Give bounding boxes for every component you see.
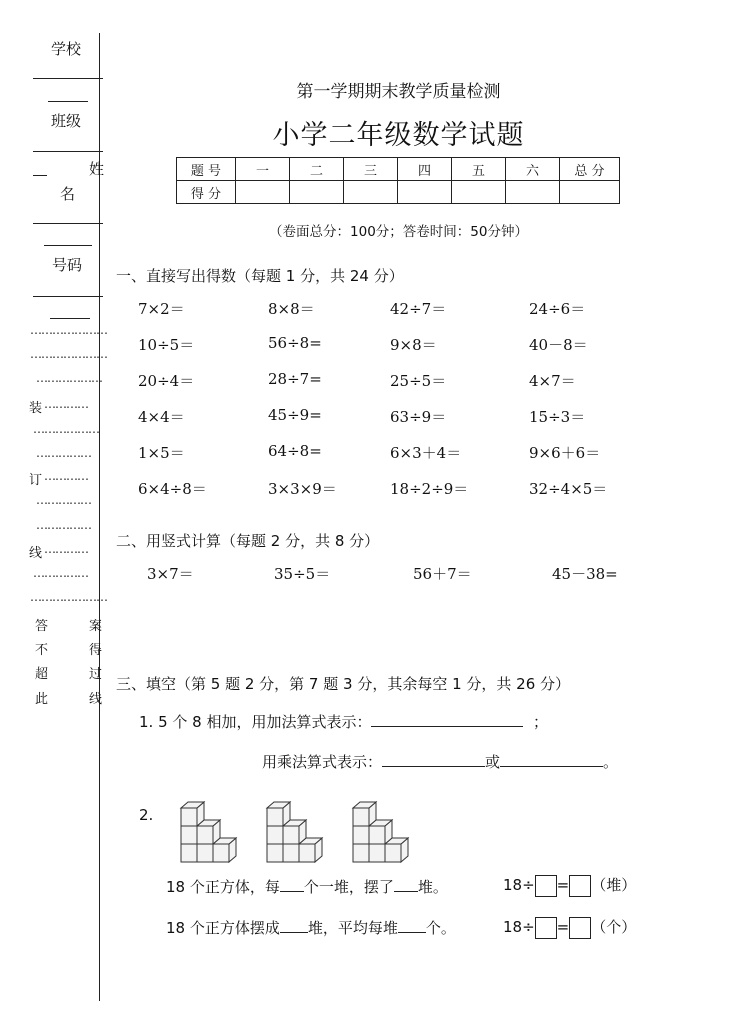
- q2-line2-text-a: 18 个正方体摆成: [166, 919, 280, 937]
- warn-right-0: 案: [89, 619, 103, 634]
- score-cell: 三: [344, 158, 398, 181]
- vertical-problem: 45－38=: [552, 565, 618, 583]
- problem: 6×4÷8＝: [138, 480, 207, 498]
- dotted-line: ……………: [36, 493, 91, 507]
- score-cell: 二: [290, 158, 344, 181]
- vertical-problem: 3×7＝: [147, 565, 194, 583]
- q1-dot: 。: [603, 753, 619, 771]
- q1-addition-blank[interactable]: [371, 712, 523, 727]
- name-label-a: 姓: [89, 160, 105, 178]
- dotted-line: ……………: [36, 518, 91, 532]
- q2-line-2: [166, 917, 456, 938]
- dotted-line: …………: [44, 397, 88, 411]
- score-input-cell[interactable]: [452, 181, 506, 204]
- score-input-cell[interactable]: [560, 181, 620, 204]
- section3-heading: 三、填空（第 5 题 2 分，第 7 题 3 分，其余每空 1 分，共 26 分）: [116, 675, 571, 693]
- q1-text: 1. 5 个 8 相加，用加法算式表示：: [139, 713, 372, 731]
- number-underline: [33, 296, 103, 297]
- score-input-cell[interactable]: [344, 181, 398, 204]
- warn-left-1: 不: [35, 643, 49, 658]
- eq2-box-result[interactable]: [569, 917, 591, 939]
- eq2-equals: =: [556, 918, 570, 936]
- fill-question-1: [139, 711, 548, 732]
- eq2-prefix: 18÷: [503, 918, 535, 936]
- problem: 1×5＝: [138, 444, 185, 462]
- q1-mult-blank-2[interactable]: [500, 752, 603, 767]
- vertical-problem: 35÷5＝: [274, 565, 331, 583]
- q2-number: 2.: [139, 806, 154, 824]
- problem: 9×6＋6＝: [529, 444, 601, 462]
- q2-line2-text-b: 堆，平均每堆: [307, 919, 398, 937]
- q2-blank-pile-count[interactable]: [280, 918, 308, 933]
- problem: 3×3×9＝: [268, 480, 337, 498]
- problem: 45÷9=: [268, 406, 322, 424]
- warn-right-1: 得: [89, 643, 103, 658]
- dotted-line: …………: [44, 542, 88, 556]
- score-row-label: 得 分: [177, 181, 236, 204]
- q2-blank-each[interactable]: [398, 918, 426, 933]
- dotted-line: ………………: [33, 422, 99, 436]
- exam-title: 小学二年级数学试题: [272, 120, 525, 151]
- score-table: [176, 157, 620, 204]
- problem: 9×8＝: [390, 336, 437, 354]
- cube-stack-image: [350, 792, 416, 868]
- problem: 63÷9＝: [390, 408, 447, 426]
- problem: 64÷8=: [268, 442, 322, 460]
- score-cell: 六: [506, 158, 560, 181]
- q1-end: ；: [533, 713, 549, 731]
- q2-line1-text-b: 个一堆，摆了: [303, 878, 394, 896]
- name-underline-short: [33, 175, 47, 176]
- q1-mult-text: 用乘法算式表示：: [262, 753, 383, 771]
- q2-line1-text-c: 堆。: [417, 878, 448, 896]
- eq1-prefix: 18÷: [503, 876, 535, 894]
- score-table-score-row: [177, 181, 620, 204]
- cube-stack-image: [178, 792, 244, 868]
- exam-subtitle: 第一学期期末教学质量检测: [296, 82, 501, 102]
- problem: 56÷8=: [268, 334, 322, 352]
- problem: 8×8＝: [268, 300, 315, 318]
- problem: 32÷4×5＝: [529, 480, 608, 498]
- number-underline-2: [50, 318, 90, 319]
- score-cell: 题 号: [177, 158, 236, 181]
- name-label-b: 名: [60, 185, 76, 203]
- score-cell: 总 分: [560, 158, 620, 181]
- q2-blank-per-pile[interactable]: [280, 877, 304, 892]
- dotted-line: …………: [44, 469, 88, 483]
- warn-right-3: 线: [89, 692, 103, 707]
- binding-mark-ding: 订: [29, 473, 43, 488]
- problem: 7×2＝: [138, 300, 185, 318]
- school-label: 学校: [51, 40, 82, 58]
- score-input-cell[interactable]: [290, 181, 344, 204]
- dotted-line: ……………: [33, 566, 88, 580]
- problem: 6×3＋4＝: [390, 444, 462, 462]
- problem: 18÷2÷9＝: [390, 480, 469, 498]
- score-cell: 四: [398, 158, 452, 181]
- score-input-cell[interactable]: [506, 181, 560, 204]
- eq2-box-divisor[interactable]: [535, 917, 557, 939]
- eq1-unit: （堆）: [591, 876, 637, 894]
- eq2-unit: （个）: [591, 918, 637, 936]
- warn-left-0: 答: [35, 619, 49, 634]
- q2-line-1: [166, 876, 448, 897]
- problem: 28÷7=: [268, 370, 322, 388]
- q2-blank-piles[interactable]: [394, 877, 418, 892]
- binding-mark-xian: 线: [29, 546, 43, 561]
- problem: 40－8＝: [529, 336, 588, 354]
- problem: 10÷5＝: [138, 336, 195, 354]
- vertical-problem: 56＋7＝: [413, 565, 472, 583]
- eq1-equals: =: [556, 876, 570, 894]
- number-underline-short: [44, 245, 92, 246]
- warn-right-2: 过: [89, 667, 103, 682]
- dotted-line: …………………: [30, 347, 107, 361]
- dotted-line: ……………: [36, 446, 91, 460]
- dotted-line: ………………: [36, 371, 102, 385]
- problem: 4×7＝: [529, 372, 576, 390]
- q2-line1-text-a: 18 个正方体，每: [166, 878, 280, 896]
- q2-equation-1: [503, 874, 636, 897]
- cube-stack-image: [264, 792, 330, 868]
- dotted-line: …………………: [30, 590, 107, 604]
- problem: 24÷6＝: [529, 300, 586, 318]
- problem: 4×4＝: [138, 408, 185, 426]
- class-label: 班级: [51, 112, 82, 130]
- section1-heading: 一、直接写出得数（每题 1 分，共 24 分）: [116, 267, 404, 285]
- q2-equation-2: [503, 916, 636, 939]
- problem: 42÷7＝: [390, 300, 447, 318]
- problem: 15÷3＝: [529, 408, 586, 426]
- q1-mult-blank-1[interactable]: [382, 752, 485, 767]
- score-cell: 一: [236, 158, 290, 181]
- score-input-cell[interactable]: [398, 181, 452, 204]
- score-input-cell[interactable]: [236, 181, 290, 204]
- q1-or: 或: [485, 753, 501, 771]
- problem: 25÷5＝: [390, 372, 447, 390]
- fill-question-1-mult: [262, 751, 618, 772]
- warn-left-2: 超: [35, 667, 49, 682]
- warn-left-3: 此: [35, 692, 49, 707]
- eq1-box-result[interactable]: [569, 875, 591, 897]
- number-label: 号码: [52, 256, 83, 274]
- dotted-line: …………………: [30, 323, 107, 337]
- exam-note: （卷面总分：100分；答卷时间：50分钟）: [269, 224, 528, 240]
- q2-line2-text-c: 个。: [425, 919, 456, 937]
- score-cell: 五: [452, 158, 506, 181]
- binding-mark-zhuang: 装: [29, 401, 43, 416]
- section2-heading: 二、用竖式计算（每题 2 分，共 8 分）: [116, 532, 380, 550]
- score-table-header-row: [177, 158, 620, 181]
- problem: 20÷4＝: [138, 372, 195, 390]
- eq1-box-divisor[interactable]: [535, 875, 557, 897]
